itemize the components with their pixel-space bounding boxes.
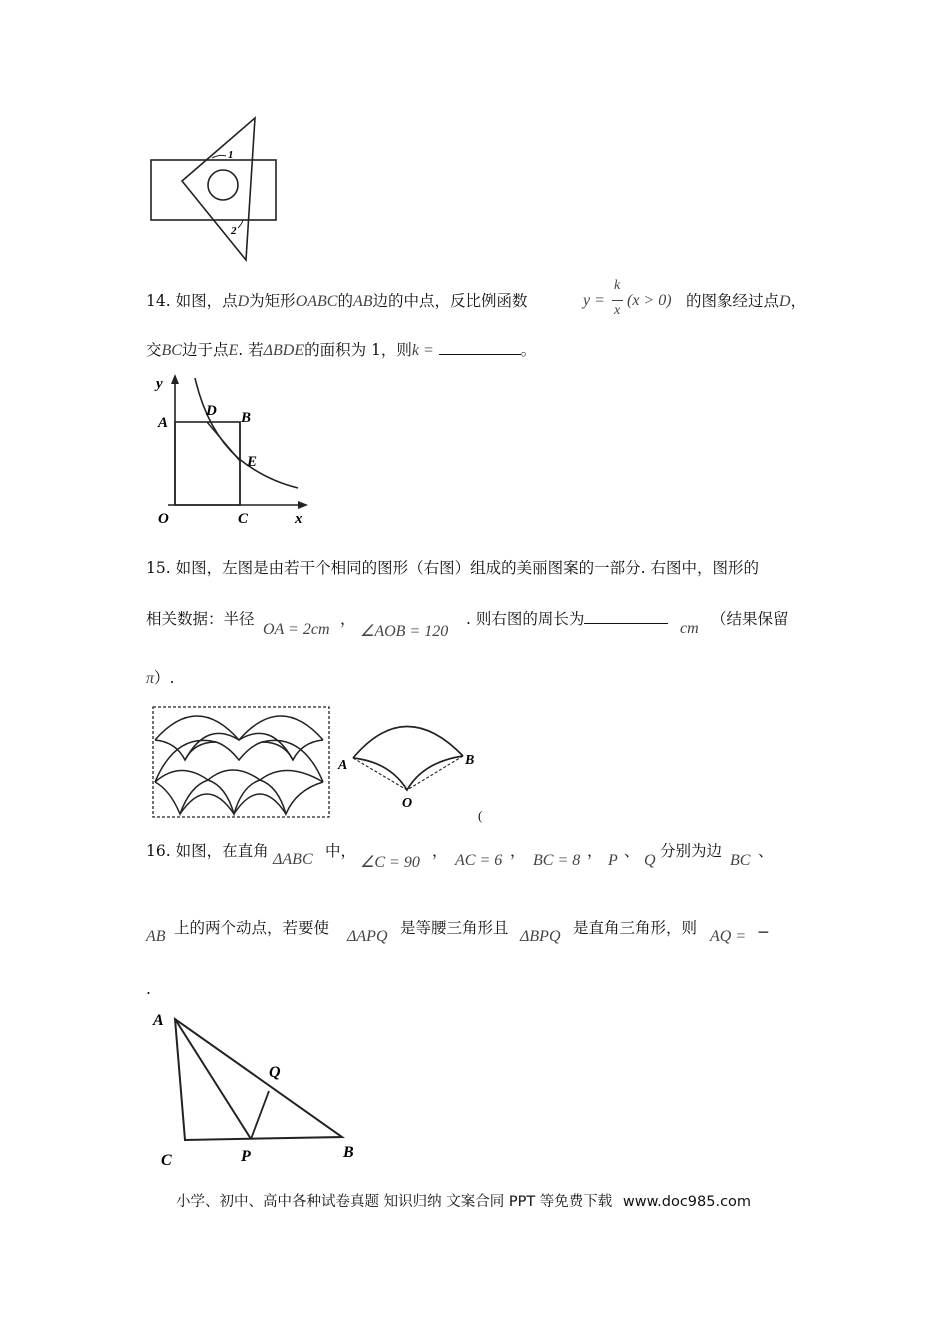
fig14-label-B: B bbox=[241, 410, 252, 426]
fig14-label-A: A bbox=[158, 415, 169, 431]
q15-radius: OA = 2cm bbox=[263, 621, 330, 638]
q15-angle: ∠AOB = 120 bbox=[360, 623, 449, 640]
figure-fan-shape bbox=[335, 718, 485, 810]
q15-line2: 相关数据：半径 bbox=[146, 610, 255, 628]
q14-line1-tail: 的图象经过点D， bbox=[686, 292, 807, 310]
fig15-label-A: A bbox=[338, 758, 348, 773]
q15-line1: 15. 如图，左图是由若干个相同的图形（右图）组成的美丽图案的一部分. 右图中，图形的 bbox=[146, 559, 759, 577]
fig16-label-C: C bbox=[161, 1152, 172, 1169]
fig16-label-A: A bbox=[153, 1012, 164, 1029]
q14-line2: 交BC边于点E. 若ΔBDE的面积为 1，则k = 。 bbox=[146, 341, 537, 359]
q16-BC: BC = 8 bbox=[533, 852, 581, 869]
figure-right-triangle bbox=[145, 1005, 370, 1175]
q14-line1: 14. 如图，点D为矩形OABC的AB边的中点，反比例函数 bbox=[146, 292, 528, 310]
q14-function-formula: y = k x (x > 0) bbox=[583, 278, 672, 318]
fig14-label-y: y bbox=[156, 376, 163, 392]
angle-2-label: 2 bbox=[231, 225, 237, 237]
page-footer bbox=[176, 1190, 751, 1211]
fig14-label-E: E bbox=[247, 454, 258, 470]
answer-blank-14 bbox=[439, 340, 521, 355]
fig14-label-x: x bbox=[295, 511, 303, 527]
q15-line3: π）. bbox=[146, 669, 175, 687]
fig14-label-O: O bbox=[158, 511, 169, 527]
q16-line1: 16. 如图，在直角 bbox=[146, 842, 269, 860]
footer-text: 小学、初中、高中各种试卷真题 知识归纳 文案合同 PPT 等免费下载 bbox=[176, 1194, 613, 1210]
figure-scale-pattern bbox=[150, 702, 335, 820]
angle-1-label: 1 bbox=[228, 149, 234, 161]
fig15-label-O: O bbox=[402, 796, 413, 810]
footer-site: www.doc985.com bbox=[622, 1194, 752, 1210]
q16-angle-C: ∠C = 90 bbox=[360, 854, 420, 871]
fig15-stray-mark: ( bbox=[478, 808, 483, 823]
fig16-label-P: P bbox=[241, 1148, 251, 1165]
figure-hyperbola bbox=[150, 370, 320, 530]
q16-AC: AC = 6 bbox=[455, 852, 503, 869]
fig16-label-B: B bbox=[343, 1144, 354, 1161]
figure-ruler-triangle bbox=[140, 110, 290, 270]
fig14-label-D: D bbox=[206, 403, 217, 419]
fig15-label-B: B bbox=[465, 753, 475, 768]
answer-blank-15 bbox=[584, 609, 668, 624]
answer-blank-16: − bbox=[757, 923, 770, 941]
fig14-label-C: C bbox=[238, 511, 249, 527]
fig16-label-Q: Q bbox=[269, 1064, 281, 1081]
